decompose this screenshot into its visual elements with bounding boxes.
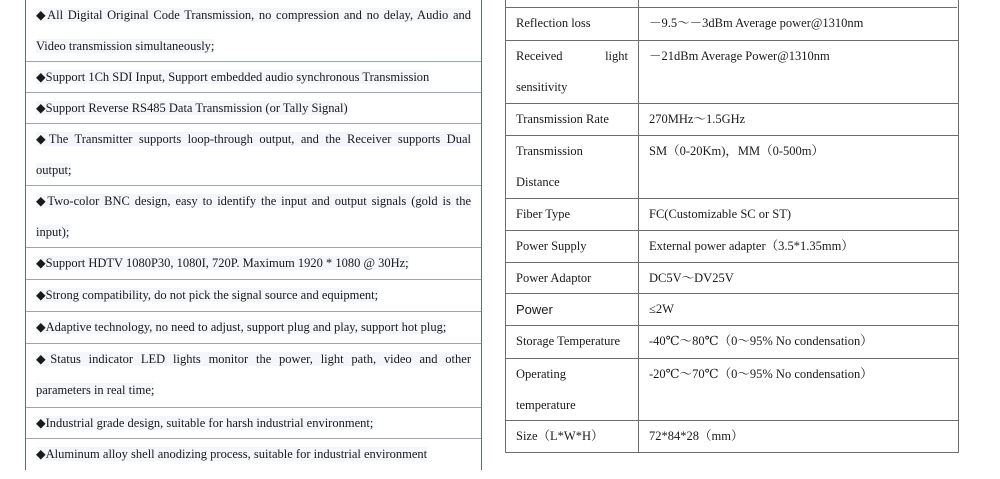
feature-item (26, 439, 481, 470)
spec-label-line: temperature (516, 398, 576, 412)
feature-text: ◆Industrial grade design, suitable for harsh industrial environment; (36, 416, 374, 430)
table-row (506, 8, 958, 41)
feature-item (26, 344, 481, 408)
feature-item (26, 312, 481, 344)
table-row (506, 359, 958, 421)
spec-label: Size（L*W*H） (506, 421, 639, 452)
spec-label (506, 41, 639, 103)
feature-item (26, 186, 481, 248)
spec-value: 270MHz～1.5GHz (649, 112, 746, 126)
table-row (506, 41, 958, 104)
spec-value: -40℃～80℃（0～95% No condensation） (649, 334, 873, 348)
spec-label: Transmission Rate (506, 104, 639, 135)
spec-label: Reflection loss (506, 8, 639, 40)
table-row (506, 199, 958, 231)
feature-text: ◆Status indicator LED lights monitor the power, light path, video and other parameters in real time; (36, 352, 471, 397)
spec-value: -20℃～70℃（0～95% No condensation） (649, 367, 873, 381)
feature-item (26, 280, 481, 312)
spec-label: Power Adaptor (506, 263, 639, 293)
spec-label-word: Received (516, 49, 563, 63)
spec-value: ≤2W (649, 302, 674, 316)
spec-label-line: Operating (516, 367, 566, 381)
feature-text: ◆Two-color BNC design, easy to identify the input and output signals (gold is the input); (36, 194, 471, 239)
spec-label-line: Transmission (516, 144, 583, 158)
feature-text: ◆All Digital Original Code Transmission, no compression and no delay, Audio and Video transmission simultaneously; (36, 8, 471, 53)
spec-value: －9.5～－3dBm Average power@1310nm (649, 16, 864, 30)
spec-value: －21dBm Average Power@1310nm (649, 49, 830, 63)
spec-label (506, 359, 639, 420)
feature-text: ◆Support HDTV 1080P30, 1080I, 720P. Maximum 1920 * 1080 @ 30Hz; (36, 256, 409, 270)
spec-value: FC(Customizable SC or ST) (649, 207, 792, 221)
feature-text: ◆Strong compatibility, do not pick the signal source and equipment; (36, 288, 379, 302)
feature-item (26, 124, 481, 186)
spec-label: Storage Temperature (506, 326, 639, 358)
feature-item (26, 93, 481, 124)
spec-value: External power adapter（3.5*1.35mm） (649, 239, 854, 253)
feature-item (26, 0, 481, 62)
feature-list (25, 0, 482, 470)
table-row (506, 231, 958, 263)
spec-table (505, 0, 959, 453)
spec-value: 72*84*28（mm） (649, 429, 744, 443)
spec-label-word: light (605, 49, 628, 63)
spec-label-line: Distance (516, 175, 560, 189)
feature-text: ◆Support Reverse RS485 Data Transmission (or Tally Signal) (36, 101, 348, 115)
table-row (506, 104, 958, 136)
feature-text: ◆Aluminum alloy shell anodizing process, suitable for industrial environment (36, 447, 428, 461)
feature-item (26, 62, 481, 93)
spec-value: SM（0-20Km)，MM（0-500m） (649, 144, 825, 158)
spec-label: Power Supply (506, 231, 639, 262)
spec-label: Fiber Type (506, 199, 639, 230)
feature-text: ◆The Transmitter supports loop-through output, and the Receiver supports Dual output; (36, 132, 471, 177)
table-row (506, 136, 958, 199)
feature-item (26, 248, 481, 280)
feature-item (26, 408, 481, 439)
spec-value: DC5V～DV25V (649, 271, 734, 285)
table-row (506, 263, 958, 294)
spec-label-line: sensitivity (516, 80, 568, 94)
feature-text: ◆Adaptive technology, no need to adjust, support plug and play, support hot plug; (36, 320, 447, 334)
table-row (506, 326, 958, 359)
spec-label: Power (506, 294, 639, 325)
table-row (506, 294, 958, 326)
feature-text: ◆Support 1Ch SDI Input, Support embedded audio synchronous Transmission (36, 70, 430, 84)
spec-label (506, 136, 639, 198)
table-row (506, 421, 958, 453)
